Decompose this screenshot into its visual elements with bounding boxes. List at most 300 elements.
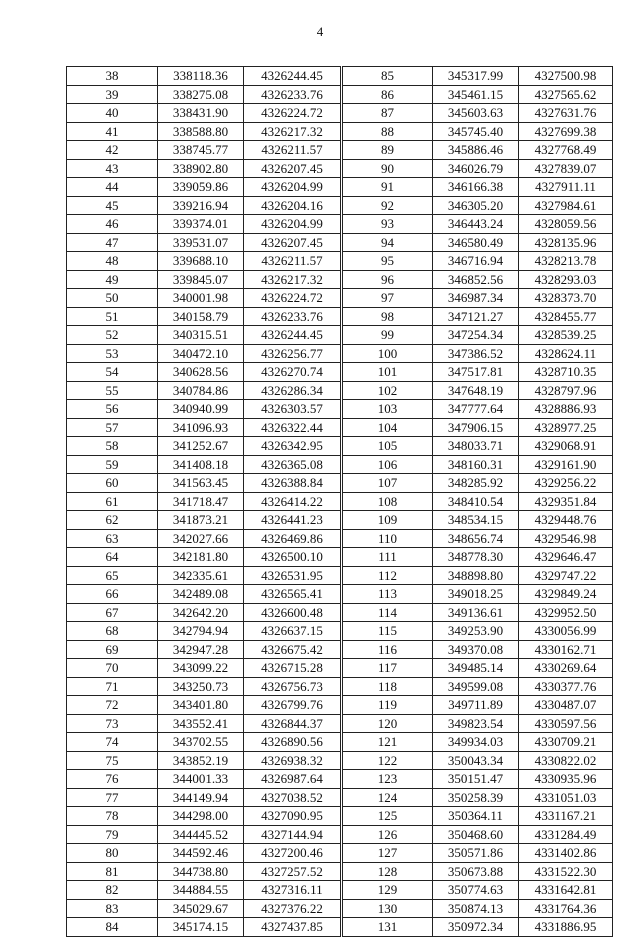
y-coordinate-cell: 4326256.77 bbox=[244, 344, 341, 363]
table-row bbox=[67, 104, 341, 123]
point-number-cell: 78 bbox=[67, 807, 158, 826]
y-coordinate-cell: 4330597.56 bbox=[519, 714, 613, 733]
y-coordinate-cell: 4326844.37 bbox=[244, 714, 341, 733]
table-row bbox=[343, 400, 613, 419]
point-number-cell: 73 bbox=[67, 714, 158, 733]
x-coordinate-cell: 339531.07 bbox=[158, 233, 244, 252]
x-coordinate-cell: 345886.46 bbox=[433, 141, 519, 160]
point-number-cell: 95 bbox=[343, 252, 433, 271]
point-number-cell: 51 bbox=[67, 307, 158, 326]
y-coordinate-cell: 4331284.49 bbox=[519, 825, 613, 844]
table-row bbox=[343, 881, 613, 900]
point-number-cell: 116 bbox=[343, 640, 433, 659]
x-coordinate-cell: 341563.45 bbox=[158, 474, 244, 493]
x-coordinate-cell: 339845.07 bbox=[158, 270, 244, 289]
table-row bbox=[67, 770, 341, 789]
y-coordinate-cell: 4329646.47 bbox=[519, 548, 613, 567]
x-coordinate-cell: 345317.99 bbox=[433, 67, 519, 86]
x-coordinate-cell: 350774.63 bbox=[433, 881, 519, 900]
y-coordinate-cell: 4326500.10 bbox=[244, 548, 341, 567]
x-coordinate-cell: 343250.73 bbox=[158, 677, 244, 696]
x-coordinate-cell: 350571.86 bbox=[433, 844, 519, 863]
point-number-cell: 117 bbox=[343, 659, 433, 678]
x-coordinate-cell: 346026.79 bbox=[433, 159, 519, 178]
table-row bbox=[343, 215, 613, 234]
y-coordinate-cell: 4328624.11 bbox=[519, 344, 613, 363]
y-coordinate-cell: 4331642.81 bbox=[519, 881, 613, 900]
point-number-cell: 118 bbox=[343, 677, 433, 696]
point-number-cell: 91 bbox=[343, 178, 433, 197]
y-coordinate-cell: 4331402.86 bbox=[519, 844, 613, 863]
x-coordinate-cell: 338902.80 bbox=[158, 159, 244, 178]
point-number-cell: 103 bbox=[343, 400, 433, 419]
table-row bbox=[67, 289, 341, 308]
point-number-cell: 108 bbox=[343, 492, 433, 511]
x-coordinate-cell: 347906.15 bbox=[433, 418, 519, 437]
table-row bbox=[67, 585, 341, 604]
x-coordinate-cell: 342027.66 bbox=[158, 529, 244, 548]
table-row bbox=[67, 122, 341, 141]
table-row bbox=[343, 603, 613, 622]
point-number-cell: 82 bbox=[67, 881, 158, 900]
table-row bbox=[67, 178, 341, 197]
point-number-cell: 98 bbox=[343, 307, 433, 326]
x-coordinate-cell: 348656.74 bbox=[433, 529, 519, 548]
point-number-cell: 88 bbox=[343, 122, 433, 141]
table-row bbox=[67, 159, 341, 178]
y-coordinate-cell: 4326715.28 bbox=[244, 659, 341, 678]
table-row bbox=[343, 918, 613, 937]
y-coordinate-cell: 4328886.93 bbox=[519, 400, 613, 419]
x-coordinate-cell: 342335.61 bbox=[158, 566, 244, 585]
y-coordinate-cell: 4326233.76 bbox=[244, 307, 341, 326]
y-coordinate-cell: 4327038.52 bbox=[244, 788, 341, 807]
x-coordinate-cell: 347777.64 bbox=[433, 400, 519, 419]
table-row bbox=[343, 159, 613, 178]
y-coordinate-cell: 4327257.52 bbox=[244, 862, 341, 881]
point-number-cell: 75 bbox=[67, 751, 158, 770]
table-row bbox=[343, 455, 613, 474]
y-coordinate-cell: 4327500.98 bbox=[519, 67, 613, 86]
table-row bbox=[67, 363, 341, 382]
x-coordinate-cell: 346580.49 bbox=[433, 233, 519, 252]
y-coordinate-cell: 4329256.22 bbox=[519, 474, 613, 493]
table-row bbox=[343, 270, 613, 289]
x-coordinate-cell: 342181.80 bbox=[158, 548, 244, 567]
x-coordinate-cell: 348160.31 bbox=[433, 455, 519, 474]
x-coordinate-cell: 342794.94 bbox=[158, 622, 244, 641]
y-coordinate-cell: 4326211.57 bbox=[244, 141, 341, 160]
y-coordinate-cell: 4326224.72 bbox=[244, 289, 341, 308]
table-row bbox=[67, 492, 341, 511]
y-coordinate-cell: 4328455.77 bbox=[519, 307, 613, 326]
point-number-cell: 52 bbox=[67, 326, 158, 345]
x-coordinate-cell: 346987.34 bbox=[433, 289, 519, 308]
point-number-cell: 69 bbox=[67, 640, 158, 659]
table-row bbox=[343, 289, 613, 308]
x-coordinate-cell: 349823.54 bbox=[433, 714, 519, 733]
y-coordinate-cell: 4326441.23 bbox=[244, 511, 341, 530]
y-coordinate-cell: 4326224.72 bbox=[244, 104, 341, 123]
table-row bbox=[67, 437, 341, 456]
y-coordinate-cell: 4328059.56 bbox=[519, 215, 613, 234]
table-row bbox=[343, 825, 613, 844]
table-row bbox=[343, 622, 613, 641]
point-number-cell: 113 bbox=[343, 585, 433, 604]
point-number-cell: 61 bbox=[67, 492, 158, 511]
x-coordinate-cell: 347121.27 bbox=[433, 307, 519, 326]
table-row bbox=[343, 252, 613, 271]
table-row bbox=[343, 585, 613, 604]
point-number-cell: 71 bbox=[67, 677, 158, 696]
point-number-cell: 125 bbox=[343, 807, 433, 826]
table-row bbox=[67, 862, 341, 881]
y-coordinate-cell: 4326890.56 bbox=[244, 733, 341, 752]
point-number-cell: 90 bbox=[343, 159, 433, 178]
point-number-cell: 114 bbox=[343, 603, 433, 622]
table-row bbox=[67, 141, 341, 160]
y-coordinate-cell: 4328213.78 bbox=[519, 252, 613, 271]
table-row bbox=[343, 474, 613, 493]
point-number-cell: 38 bbox=[67, 67, 158, 86]
y-coordinate-cell: 4326211.57 bbox=[244, 252, 341, 271]
y-coordinate-cell: 4326600.48 bbox=[244, 603, 341, 622]
x-coordinate-cell: 340315.51 bbox=[158, 326, 244, 345]
y-coordinate-cell: 4327200.46 bbox=[244, 844, 341, 863]
x-coordinate-cell: 350151.47 bbox=[433, 770, 519, 789]
x-coordinate-cell: 348898.80 bbox=[433, 566, 519, 585]
x-coordinate-cell: 346716.94 bbox=[433, 252, 519, 271]
y-coordinate-cell: 4328797.96 bbox=[519, 381, 613, 400]
x-coordinate-cell: 341408.18 bbox=[158, 455, 244, 474]
point-number-cell: 66 bbox=[67, 585, 158, 604]
y-coordinate-cell: 4326244.45 bbox=[244, 326, 341, 345]
y-coordinate-cell: 4327090.95 bbox=[244, 807, 341, 826]
point-number-cell: 84 bbox=[67, 918, 158, 937]
table-row bbox=[67, 603, 341, 622]
x-coordinate-cell: 349599.08 bbox=[433, 677, 519, 696]
y-coordinate-cell: 4326987.64 bbox=[244, 770, 341, 789]
point-number-cell: 83 bbox=[67, 899, 158, 918]
y-coordinate-cell: 4326233.76 bbox=[244, 85, 341, 104]
point-number-cell: 115 bbox=[343, 622, 433, 641]
point-number-cell: 92 bbox=[343, 196, 433, 215]
table-row bbox=[343, 677, 613, 696]
point-number-cell: 87 bbox=[343, 104, 433, 123]
y-coordinate-cell: 4326756.73 bbox=[244, 677, 341, 696]
y-coordinate-cell: 4329351.84 bbox=[519, 492, 613, 511]
x-coordinate-cell: 343702.55 bbox=[158, 733, 244, 752]
x-coordinate-cell: 345461.15 bbox=[433, 85, 519, 104]
point-number-cell: 80 bbox=[67, 844, 158, 863]
table-row bbox=[67, 85, 341, 104]
x-coordinate-cell: 349370.08 bbox=[433, 640, 519, 659]
point-number-cell: 97 bbox=[343, 289, 433, 308]
table-row bbox=[343, 529, 613, 548]
table-row bbox=[343, 363, 613, 382]
x-coordinate-cell: 347648.19 bbox=[433, 381, 519, 400]
y-coordinate-cell: 4329448.76 bbox=[519, 511, 613, 530]
table-row bbox=[67, 548, 341, 567]
point-number-cell: 122 bbox=[343, 751, 433, 770]
y-coordinate-cell: 4331764.36 bbox=[519, 899, 613, 918]
x-coordinate-cell: 344001.33 bbox=[158, 770, 244, 789]
table-row bbox=[343, 344, 613, 363]
x-coordinate-cell: 344884.55 bbox=[158, 881, 244, 900]
y-coordinate-cell: 4327565.62 bbox=[519, 85, 613, 104]
point-number-cell: 112 bbox=[343, 566, 433, 585]
point-number-cell: 48 bbox=[67, 252, 158, 271]
x-coordinate-cell: 347254.34 bbox=[433, 326, 519, 345]
point-number-cell: 99 bbox=[343, 326, 433, 345]
point-number-cell: 55 bbox=[67, 381, 158, 400]
x-coordinate-cell: 341718.47 bbox=[158, 492, 244, 511]
y-coordinate-cell: 4330056.99 bbox=[519, 622, 613, 641]
y-coordinate-cell: 4327839.07 bbox=[519, 159, 613, 178]
y-coordinate-cell: 4326286.34 bbox=[244, 381, 341, 400]
x-coordinate-cell: 350043.34 bbox=[433, 751, 519, 770]
y-coordinate-cell: 4326207.45 bbox=[244, 233, 341, 252]
x-coordinate-cell: 348033.71 bbox=[433, 437, 519, 456]
point-number-cell: 126 bbox=[343, 825, 433, 844]
x-coordinate-cell: 349253.90 bbox=[433, 622, 519, 641]
x-coordinate-cell: 350673.88 bbox=[433, 862, 519, 881]
point-number-cell: 110 bbox=[343, 529, 433, 548]
y-coordinate-cell: 4326414.22 bbox=[244, 492, 341, 511]
x-coordinate-cell: 344738.80 bbox=[158, 862, 244, 881]
point-number-cell: 57 bbox=[67, 418, 158, 437]
y-coordinate-cell: 4326531.95 bbox=[244, 566, 341, 585]
x-coordinate-cell: 344298.00 bbox=[158, 807, 244, 826]
point-number-cell: 86 bbox=[343, 85, 433, 104]
point-number-cell: 47 bbox=[67, 233, 158, 252]
y-coordinate-cell: 4326799.76 bbox=[244, 696, 341, 715]
point-number-cell: 41 bbox=[67, 122, 158, 141]
x-coordinate-cell: 340001.98 bbox=[158, 289, 244, 308]
x-coordinate-cell: 338275.08 bbox=[158, 85, 244, 104]
x-coordinate-cell: 350972.34 bbox=[433, 918, 519, 937]
y-coordinate-cell: 4327144.94 bbox=[244, 825, 341, 844]
table-row bbox=[343, 233, 613, 252]
x-coordinate-cell: 349934.03 bbox=[433, 733, 519, 752]
table-row bbox=[343, 696, 613, 715]
y-coordinate-cell: 4326207.45 bbox=[244, 159, 341, 178]
point-number-cell: 120 bbox=[343, 714, 433, 733]
table-row bbox=[343, 788, 613, 807]
table-row bbox=[67, 418, 341, 437]
y-coordinate-cell: 4331886.95 bbox=[519, 918, 613, 937]
point-number-cell: 101 bbox=[343, 363, 433, 382]
y-coordinate-cell: 4326637.15 bbox=[244, 622, 341, 641]
table-row bbox=[67, 566, 341, 585]
table-row bbox=[67, 400, 341, 419]
y-coordinate-cell: 4327316.11 bbox=[244, 881, 341, 900]
y-coordinate-cell: 4326303.57 bbox=[244, 400, 341, 419]
y-coordinate-cell: 4330709.21 bbox=[519, 733, 613, 752]
table-row bbox=[343, 548, 613, 567]
point-number-cell: 81 bbox=[67, 862, 158, 881]
table-row bbox=[67, 640, 341, 659]
table-row bbox=[343, 770, 613, 789]
table-row bbox=[67, 714, 341, 733]
y-coordinate-cell: 4326217.32 bbox=[244, 270, 341, 289]
point-number-cell: 76 bbox=[67, 770, 158, 789]
x-coordinate-cell: 345029.67 bbox=[158, 899, 244, 918]
point-number-cell: 45 bbox=[67, 196, 158, 215]
point-number-cell: 105 bbox=[343, 437, 433, 456]
x-coordinate-cell: 349711.89 bbox=[433, 696, 519, 715]
y-coordinate-cell: 4328539.25 bbox=[519, 326, 613, 345]
x-coordinate-cell: 340628.56 bbox=[158, 363, 244, 382]
point-number-cell: 121 bbox=[343, 733, 433, 752]
x-coordinate-cell: 349018.25 bbox=[433, 585, 519, 604]
y-coordinate-cell: 4328135.96 bbox=[519, 233, 613, 252]
table-row bbox=[343, 178, 613, 197]
x-coordinate-cell: 339059.86 bbox=[158, 178, 244, 197]
table-row bbox=[67, 807, 341, 826]
point-number-cell: 56 bbox=[67, 400, 158, 419]
x-coordinate-cell: 345603.63 bbox=[433, 104, 519, 123]
x-coordinate-cell: 343552.41 bbox=[158, 714, 244, 733]
table-row bbox=[67, 529, 341, 548]
point-number-cell: 70 bbox=[67, 659, 158, 678]
table-row bbox=[67, 455, 341, 474]
table-row bbox=[67, 381, 341, 400]
y-coordinate-cell: 4326365.08 bbox=[244, 455, 341, 474]
y-coordinate-cell: 4329952.50 bbox=[519, 603, 613, 622]
table-row bbox=[343, 418, 613, 437]
table-row bbox=[67, 326, 341, 345]
point-number-cell: 109 bbox=[343, 511, 433, 530]
table-row bbox=[343, 141, 613, 160]
y-coordinate-cell: 4327984.61 bbox=[519, 196, 613, 215]
y-coordinate-cell: 4326204.16 bbox=[244, 196, 341, 215]
x-coordinate-cell: 339374.01 bbox=[158, 215, 244, 234]
y-coordinate-cell: 4327911.11 bbox=[519, 178, 613, 197]
y-coordinate-cell: 4326388.84 bbox=[244, 474, 341, 493]
y-coordinate-cell: 4331522.30 bbox=[519, 862, 613, 881]
y-coordinate-cell: 4326244.45 bbox=[244, 67, 341, 86]
table-row bbox=[67, 344, 341, 363]
point-number-cell: 58 bbox=[67, 437, 158, 456]
x-coordinate-cell: 350874.13 bbox=[433, 899, 519, 918]
page-number: 4 bbox=[316, 24, 324, 39]
point-number-cell: 64 bbox=[67, 548, 158, 567]
x-coordinate-cell: 342947.28 bbox=[158, 640, 244, 659]
point-number-cell: 49 bbox=[67, 270, 158, 289]
x-coordinate-cell: 346305.20 bbox=[433, 196, 519, 215]
x-coordinate-cell: 349136.61 bbox=[433, 603, 519, 622]
x-coordinate-cell: 346166.38 bbox=[433, 178, 519, 197]
point-number-cell: 74 bbox=[67, 733, 158, 752]
point-number-cell: 46 bbox=[67, 215, 158, 234]
y-coordinate-cell: 4330935.96 bbox=[519, 770, 613, 789]
table-row bbox=[343, 196, 613, 215]
table-row bbox=[343, 733, 613, 752]
table-row bbox=[343, 492, 613, 511]
coordinates-table-left bbox=[66, 66, 341, 937]
point-number-cell: 89 bbox=[343, 141, 433, 160]
y-coordinate-cell: 4330377.76 bbox=[519, 677, 613, 696]
table-row bbox=[67, 307, 341, 326]
y-coordinate-cell: 4328373.70 bbox=[519, 289, 613, 308]
point-number-cell: 129 bbox=[343, 881, 433, 900]
x-coordinate-cell: 339688.10 bbox=[158, 252, 244, 271]
y-coordinate-cell: 4326938.32 bbox=[244, 751, 341, 770]
table-row bbox=[67, 67, 341, 86]
x-coordinate-cell: 345745.40 bbox=[433, 122, 519, 141]
point-number-cell: 96 bbox=[343, 270, 433, 289]
point-number-cell: 72 bbox=[67, 696, 158, 715]
table-row bbox=[67, 215, 341, 234]
y-coordinate-cell: 4327699.38 bbox=[519, 122, 613, 141]
point-number-cell: 79 bbox=[67, 825, 158, 844]
point-number-cell: 60 bbox=[67, 474, 158, 493]
x-coordinate-cell: 338588.80 bbox=[158, 122, 244, 141]
table-row bbox=[67, 252, 341, 271]
table-row bbox=[343, 104, 613, 123]
table-row bbox=[343, 844, 613, 863]
table-row bbox=[343, 862, 613, 881]
table-row bbox=[67, 196, 341, 215]
table-row bbox=[67, 622, 341, 641]
y-coordinate-cell: 4327768.49 bbox=[519, 141, 613, 160]
table-row bbox=[67, 825, 341, 844]
y-coordinate-cell: 4326565.41 bbox=[244, 585, 341, 604]
y-coordinate-cell: 4330822.02 bbox=[519, 751, 613, 770]
y-coordinate-cell: 4329849.24 bbox=[519, 585, 613, 604]
table-row bbox=[343, 566, 613, 585]
table-row bbox=[67, 659, 341, 678]
point-number-cell: 68 bbox=[67, 622, 158, 641]
y-coordinate-cell: 4328977.25 bbox=[519, 418, 613, 437]
point-number-cell: 54 bbox=[67, 363, 158, 382]
point-number-cell: 102 bbox=[343, 381, 433, 400]
x-coordinate-cell: 343099.22 bbox=[158, 659, 244, 678]
x-coordinate-cell: 345174.15 bbox=[158, 918, 244, 937]
point-number-cell: 111 bbox=[343, 548, 433, 567]
point-number-cell: 94 bbox=[343, 233, 433, 252]
table-row bbox=[343, 307, 613, 326]
x-coordinate-cell: 341252.67 bbox=[158, 437, 244, 456]
x-coordinate-cell: 347517.81 bbox=[433, 363, 519, 382]
point-number-cell: 104 bbox=[343, 418, 433, 437]
table-row bbox=[343, 437, 613, 456]
point-number-cell: 39 bbox=[67, 85, 158, 104]
point-number-cell: 106 bbox=[343, 455, 433, 474]
y-coordinate-cell: 4326204.99 bbox=[244, 215, 341, 234]
y-coordinate-cell: 4329546.98 bbox=[519, 529, 613, 548]
x-coordinate-cell: 342489.08 bbox=[158, 585, 244, 604]
point-number-cell: 65 bbox=[67, 566, 158, 585]
y-coordinate-cell: 4326469.86 bbox=[244, 529, 341, 548]
x-coordinate-cell: 346443.24 bbox=[433, 215, 519, 234]
table-row bbox=[343, 67, 613, 86]
y-coordinate-cell: 4330487.07 bbox=[519, 696, 613, 715]
point-number-cell: 130 bbox=[343, 899, 433, 918]
point-number-cell: 123 bbox=[343, 770, 433, 789]
table-row bbox=[67, 899, 341, 918]
table-row bbox=[67, 233, 341, 252]
table-row bbox=[67, 751, 341, 770]
table-row bbox=[343, 122, 613, 141]
table-row bbox=[343, 899, 613, 918]
x-coordinate-cell: 338745.77 bbox=[158, 141, 244, 160]
x-coordinate-cell: 348285.92 bbox=[433, 474, 519, 493]
table-row bbox=[343, 326, 613, 345]
table-row bbox=[67, 474, 341, 493]
x-coordinate-cell: 340158.79 bbox=[158, 307, 244, 326]
